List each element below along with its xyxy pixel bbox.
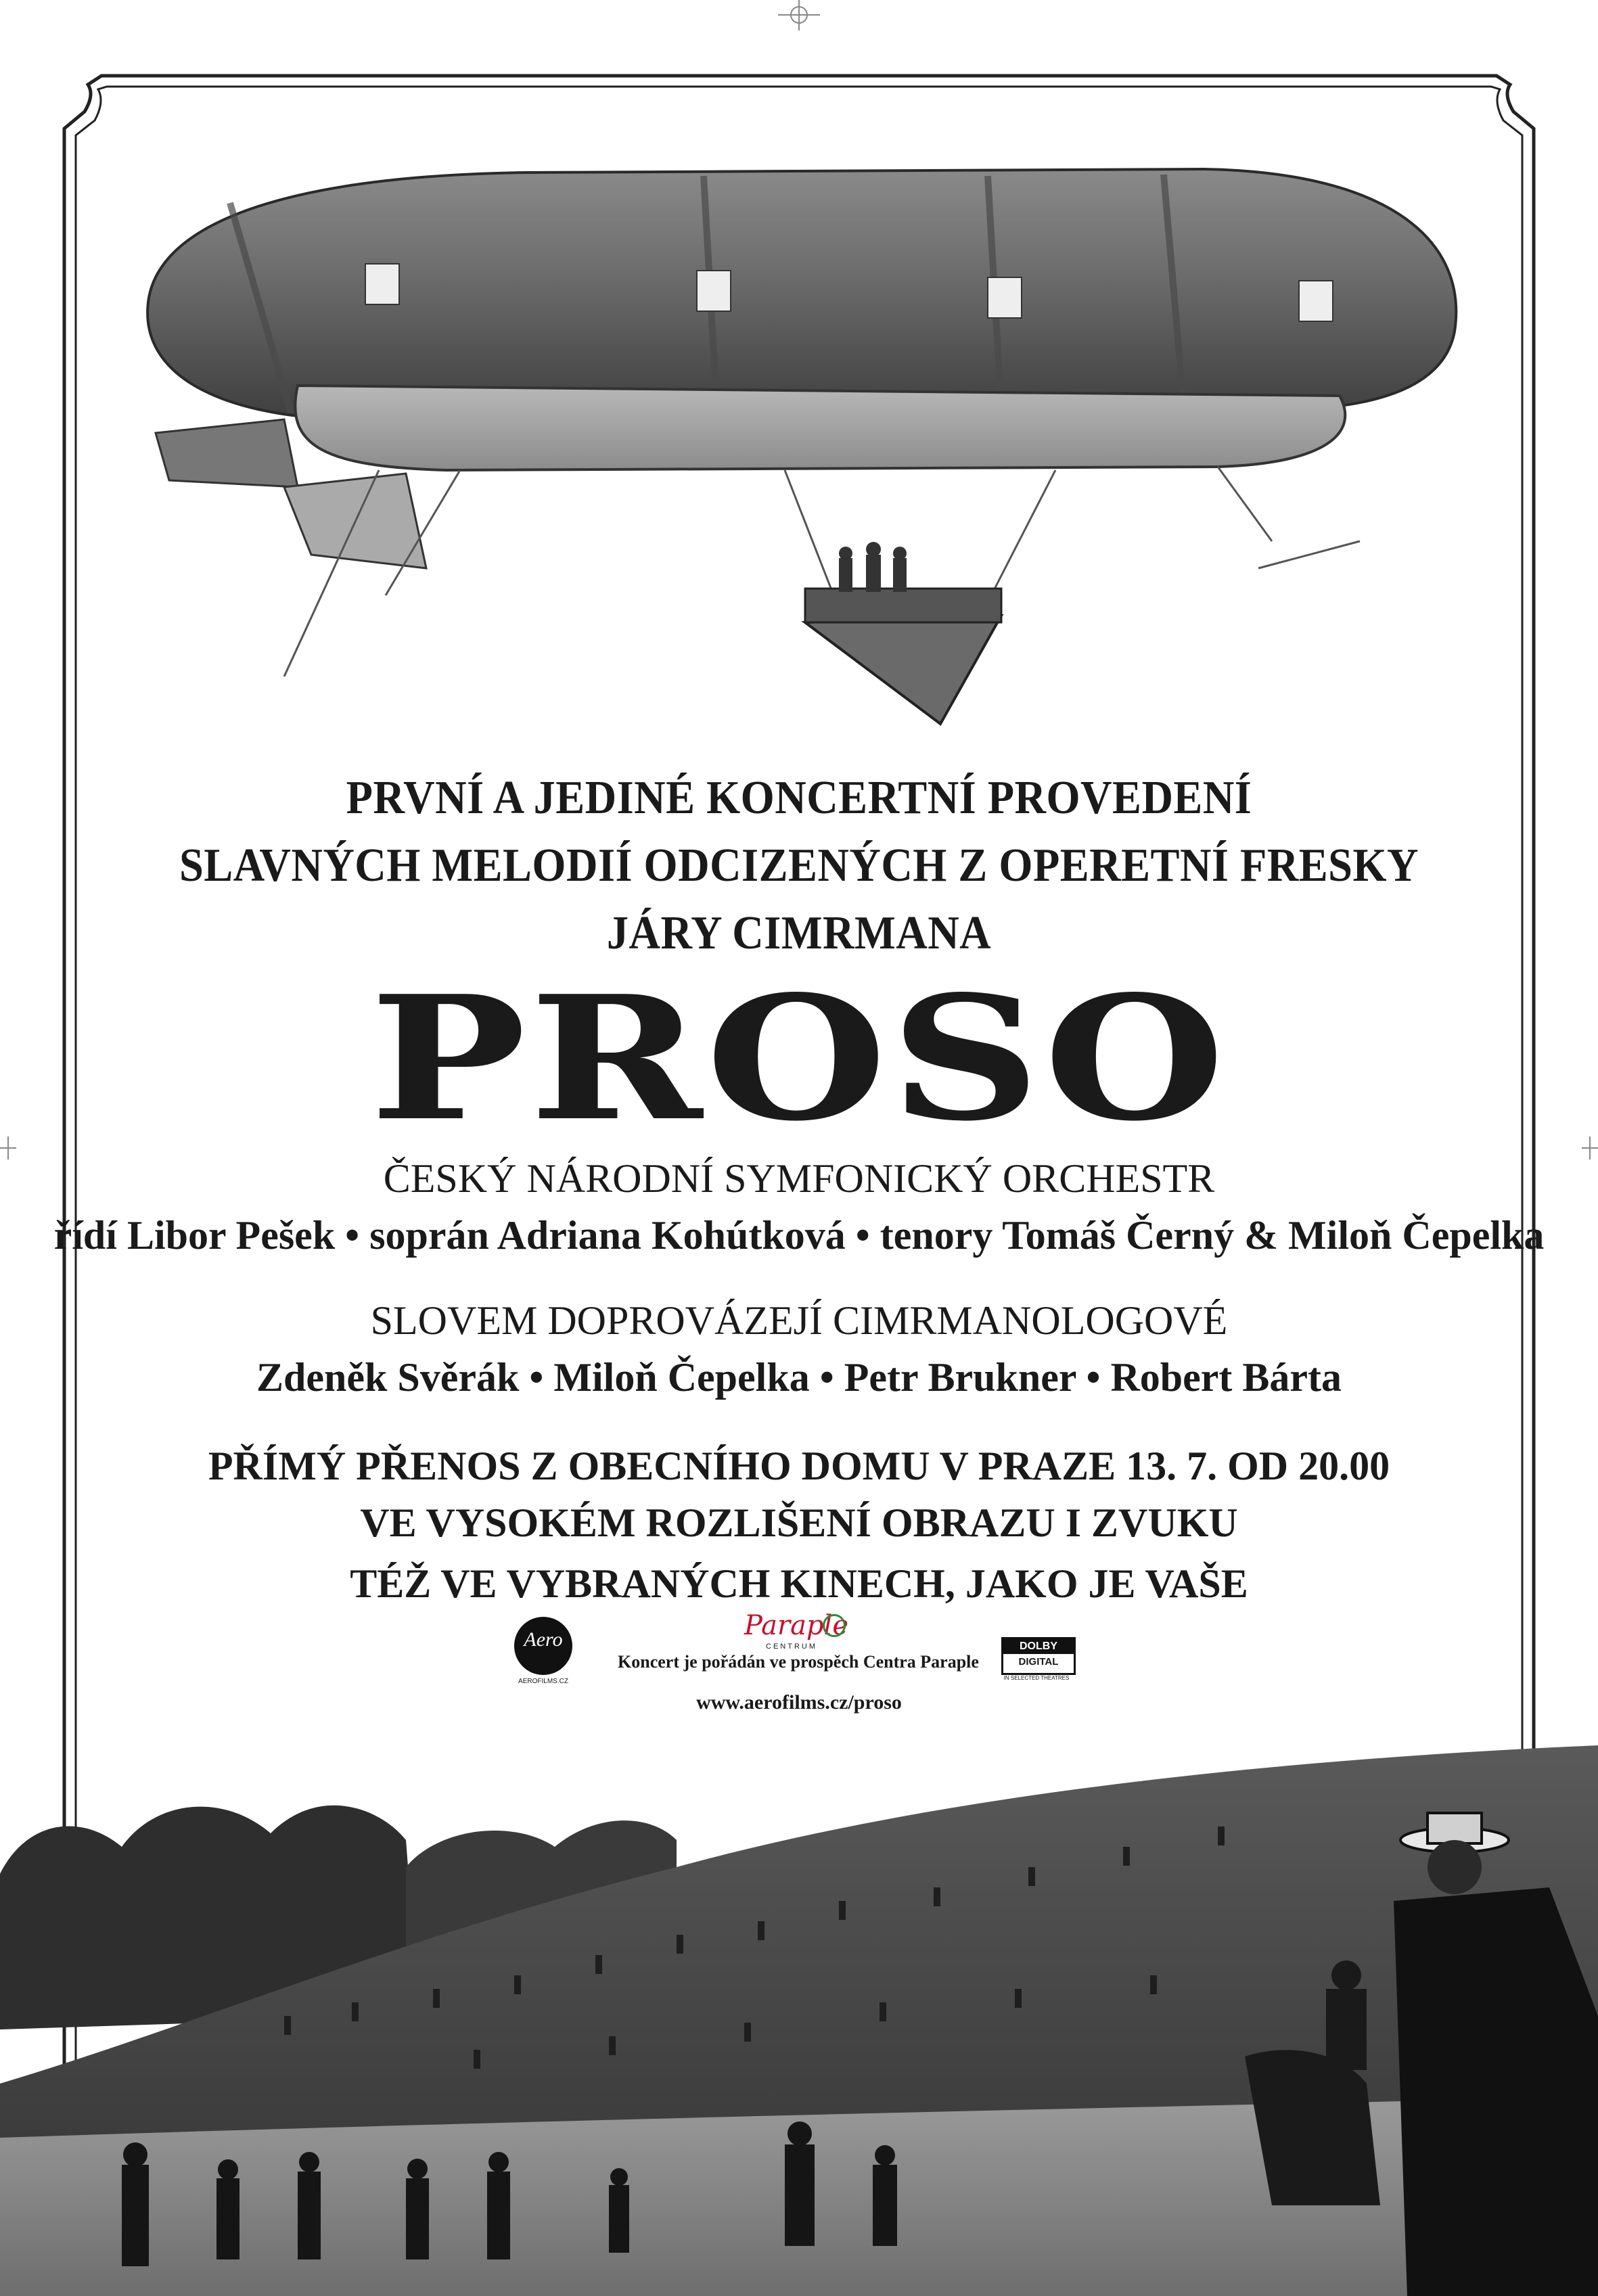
- broadcast-line-2: VE VYSOKÉM ROZLIŠENÍ OBRAZU I ZVUKU: [360, 1500, 1238, 1545]
- airship-illustration: [108, 162, 1488, 731]
- dolby-note: IN SELECTED THEATRES: [1003, 1675, 1070, 1681]
- broadcast-line-3: TÉŽ VE VYBRANÝCH KINECH, JAKO JE VAŠE: [350, 1561, 1248, 1606]
- paraple-smile-icon: [823, 1614, 846, 1637]
- charity-note: Koncert je pořádán ve prospěch Centra Paraple: [618, 1652, 979, 1672]
- performers: řídí Libor Pešek • soprán Adriana Kohútková • tenory Tomáš Černý & Miloň Čepelka: [53, 1213, 1545, 1258]
- orchestra-name: ČESKÝ NÁRODNÍ SYMFONICKÝ ORCHESTR: [383, 1156, 1215, 1201]
- paraple-logo: Paraple: [744, 1610, 849, 1641]
- dolby-logo-sub: DIGITAL: [1018, 1656, 1059, 1668]
- broadcast-line-1: PŘÍMÝ PŘENOS Z OBECNÍHO DOMU V PRAZE 13. 7. OD 20.00: [208, 1444, 1390, 1488]
- aero-logo: [514, 1617, 572, 1675]
- dolby-logo: [1001, 1637, 1076, 1675]
- sponsor-logos: [0, 1610, 1598, 1691]
- narrators-heading: SLOVEM DOPROVÁZEJÍ CIMRMANOLOGOVÉ: [370, 1298, 1228, 1343]
- crowd-photograph: [0, 1732, 1598, 2296]
- website-url: www.aerofilms.cz/proso: [696, 1691, 902, 1714]
- headline-line-2: SLAVNÝCH MELODIÍ ODCIZENÝCH Z OPERETNÍ FRESKY: [179, 840, 1419, 892]
- dolby-logo-text: DOLBY: [1003, 1639, 1074, 1654]
- headline-line-1: PRVNÍ A JEDINÉ KONCERTNÍ PROVEDENÍ: [346, 772, 1252, 824]
- headline-line-3: JÁRY CIMRMANA: [606, 907, 992, 959]
- poster-title: PROSO: [369, 959, 1229, 1159]
- aero-logo-text: Aero: [524, 1628, 563, 1651]
- paraple-logo-sub: CENTRUM: [766, 1643, 817, 1651]
- aero-logo-sub: AEROFILMS.CZ: [518, 1678, 568, 1685]
- narrators: Zdeněk Svěrák • Miloň Čepelka • Petr Brukner • Robert Bárta: [256, 1355, 1342, 1400]
